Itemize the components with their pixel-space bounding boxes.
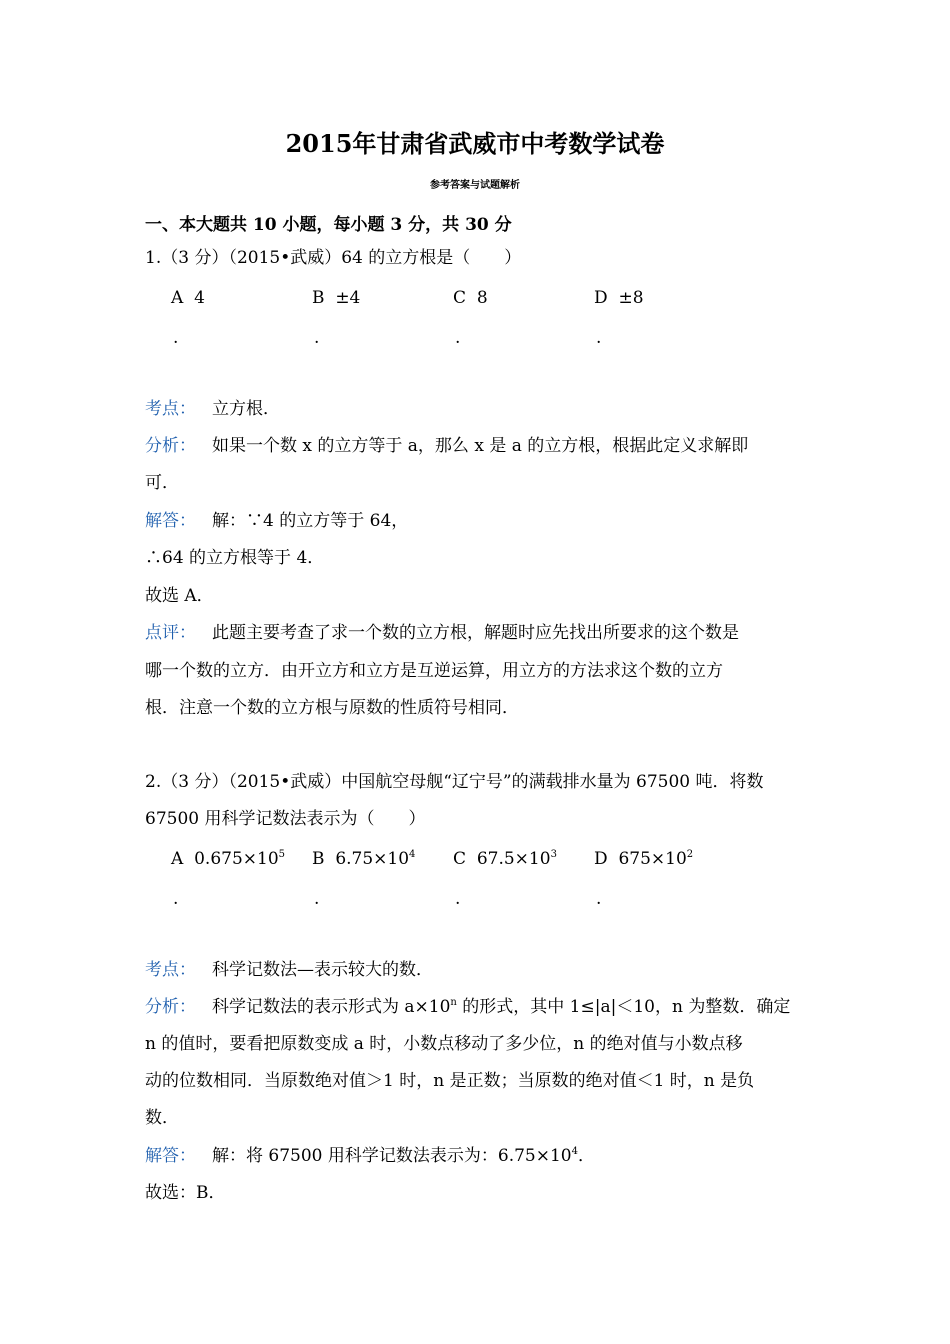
option-dot: .: [455, 328, 461, 348]
option-letter: D: [594, 288, 608, 308]
option-dot: .: [455, 889, 461, 909]
option-text: 8: [476, 288, 488, 308]
option-letter: B: [312, 288, 325, 308]
q1-jieda-line3: 故选 A．: [145, 586, 214, 606]
q2-fenxi-line3: 动的位数相同．当原数绝对值＞1 时，n 是正数；当原数的绝对值＜1 时，n 是负: [145, 1071, 755, 1091]
kaodian-label: 考点：: [145, 960, 196, 980]
q1-option-d: [594, 286, 644, 310]
fenxi-label: 分析：: [145, 436, 196, 456]
kaodian-text: 科学记数法—表示较大的数．: [212, 960, 433, 980]
page-subtitle: 参考答案与试题解析: [430, 180, 520, 191]
dianping-text: 此题主要考查了求一个数的立方根，解题时应先找出所要求的这个数是: [212, 623, 739, 643]
dianping-label: 点评：: [145, 623, 196, 643]
option-text: 4: [194, 288, 205, 308]
option-exponent: 3: [550, 849, 557, 860]
q1-dianping: [145, 621, 739, 645]
option-dot: .: [173, 328, 179, 348]
q1-kaodian: [145, 397, 280, 421]
option-text: 0.675×10: [194, 849, 279, 869]
q1-jieda: [145, 509, 408, 533]
q2-option-d: [594, 847, 693, 871]
option-letter: A: [171, 849, 184, 869]
option-text: 6.75×10: [335, 849, 410, 869]
option-text: 67.5×10: [476, 849, 551, 869]
section-heading: 一、本大题共 10 小题，每小题 3 分，共 30 分: [145, 215, 512, 235]
option-dot: .: [596, 889, 602, 909]
option-dot: .: [314, 328, 320, 348]
option-exponent: 2: [686, 849, 694, 860]
option-dot: .: [173, 889, 179, 909]
q1-fenxi: [145, 434, 748, 458]
q1-option-a: [171, 286, 205, 310]
jieda-text: 解：∵4 的立方等于 64，: [212, 511, 409, 531]
option-letter: C: [453, 849, 467, 869]
option-text: ±8: [618, 288, 644, 308]
q2-fenxi: [145, 995, 790, 1019]
q1-jieda-line2: ∴64 的立方根等于 4．: [145, 548, 325, 568]
q2-fenxi-line4: 数．: [145, 1108, 179, 1128]
fenxi-exponent: n: [450, 997, 457, 1008]
q2-option-a: [171, 847, 285, 871]
option-exponent: 4: [409, 849, 416, 860]
kaodian-text: 立方根．: [212, 399, 280, 419]
fenxi-label: 分析：: [145, 997, 196, 1017]
option-letter: D: [594, 849, 608, 869]
option-text: ±4: [335, 288, 361, 308]
q2-stem: 2.（3 分）（2015•武威）中国航空母舰“辽宁号”的满载排水量为 67500 吨．将数: [145, 772, 764, 792]
fenxi-text-b: 的形式，其中 1≤|a|＜10，n 为整数．确定: [456, 997, 791, 1017]
q1-dianping-line2: 哪一个数的立方．由开立方和立方是互逆运算，用立方的方法求这个数的立方: [145, 661, 723, 681]
q1-stem: 1.（3 分）（2015•武威）64 的立方根是（ ）: [145, 248, 522, 268]
jieda-text-a: 解：将 67500 用科学记数法表示为：6.75×10: [212, 1146, 572, 1166]
q1-option-b: [312, 286, 360, 310]
kaodian-label: 考点：: [145, 399, 196, 419]
q2-stem-line2: 67500 用科学记数法表示为（ ）: [145, 809, 426, 829]
q2-option-c: [453, 847, 557, 871]
q2-jieda: [145, 1144, 595, 1168]
jieda-label: 解答：: [145, 511, 196, 531]
q1-option-c: [453, 286, 488, 310]
q2-jieda-line2: 故选：B．: [145, 1183, 226, 1203]
q2-fenxi-line2: n 的值时，要看把原数变成 a 时，小数点移动了多少位，n 的绝对值与小数点移: [145, 1034, 743, 1054]
q1-fenxi-cont: 可．: [145, 473, 179, 493]
jieda-exponent: 4: [571, 1146, 578, 1157]
q2-option-b: [312, 847, 415, 871]
option-text: 675×10: [618, 849, 687, 869]
jieda-label: 解答：: [145, 1146, 196, 1166]
q2-kaodian: [145, 958, 433, 982]
option-dot: .: [596, 328, 602, 348]
option-dot: .: [314, 889, 320, 909]
page-title: 2015年甘肃省武威市中考数学试卷: [285, 129, 665, 158]
option-exponent: 5: [278, 849, 286, 860]
fenxi-text-a: 科学记数法的表示形式为 a×10: [212, 997, 451, 1017]
q1-dianping-line3: 根．注意一个数的立方根与原数的性质符号相同．: [145, 698, 519, 718]
option-letter: B: [312, 849, 325, 869]
fenxi-text: 如果一个数 x 的立方等于 a，那么 x 是 a 的立方根，根据此定义求解即: [212, 436, 749, 456]
option-letter: A: [171, 288, 184, 308]
jieda-text-b: ．: [578, 1146, 595, 1166]
option-letter: C: [453, 288, 467, 308]
